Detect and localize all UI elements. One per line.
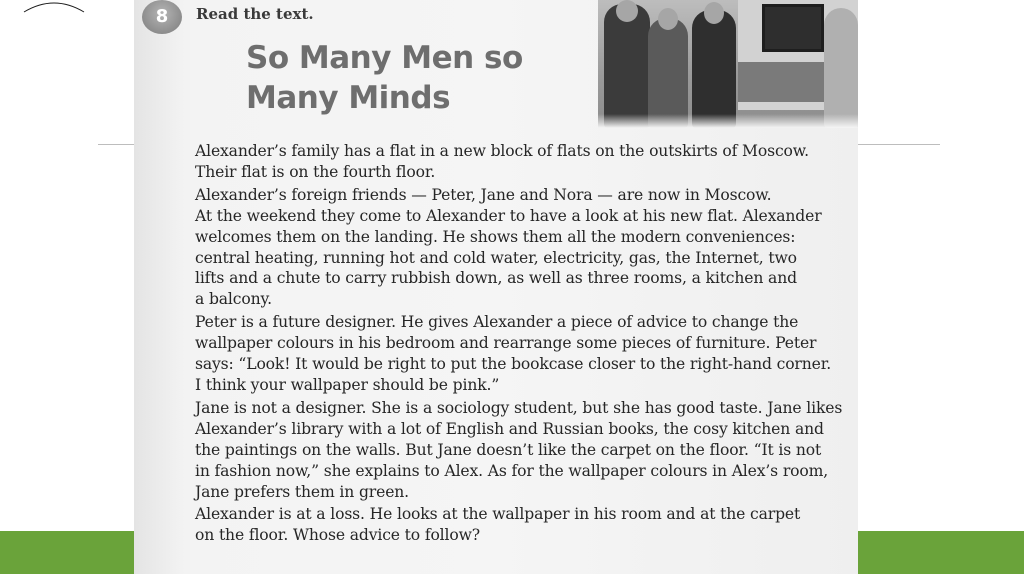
reading-text	[195, 141, 847, 548]
title-line: Many Minds	[246, 80, 451, 116]
text-line: the paintings on the walls. But Jane doesn’t like the carpet on the floor. “It is not	[195, 440, 822, 459]
text-line: Peter is a future designer. He gives Alexander a piece of advice to change the	[195, 313, 799, 332]
exercise-number-badge: 8	[142, 0, 182, 34]
exercise-instruction: Read the text.	[196, 5, 314, 23]
text-line: a balcony.	[195, 290, 272, 309]
paragraph	[195, 141, 847, 183]
paragraph	[195, 312, 847, 396]
text-line: wallpaper colours in his bedroom and rearrange some pieces of furniture. Peter	[195, 334, 817, 353]
textbook-page	[134, 0, 858, 574]
text-line: Jane is not a designer. She is a sociology student, but she has good taste. Jane likes	[195, 398, 843, 417]
title-line: So Many Men so	[246, 40, 523, 76]
text-line: lifts and a chute to carry rubbish down, as well as three rooms, a kitchen and	[195, 269, 797, 288]
text-line: on the floor. Whose advice to follow?	[195, 526, 481, 545]
paragraph	[195, 185, 847, 310]
text-line: Alexander’s foreign friends — Peter, Jane and Nora — are now in Moscow.	[195, 185, 772, 204]
text-line: Alexander is at a loss. He looks at the wallpaper in his room and at the carpet	[195, 505, 801, 524]
text-line: central heating, running hot and cold water, electricity, gas, the Internet, two	[195, 248, 797, 267]
text-line: I think your wallpaper should be pink.”	[195, 375, 500, 394]
divider-right	[858, 144, 940, 145]
text-line: welcomes them on the landing. He shows them all the modern conveniences:	[195, 227, 796, 246]
site-logo	[22, 0, 86, 18]
text-title	[246, 38, 523, 118]
tv-icon	[762, 4, 824, 52]
footer-accent-left	[0, 531, 134, 574]
footer-accent-right	[858, 531, 1024, 574]
paragraph	[195, 398, 847, 503]
photo-icon	[598, 0, 858, 128]
text-line: Alexander’s library with a lot of English and Russian books, the cosy kitchen and	[195, 419, 824, 438]
text-line: in fashion now,” she explains to Alex. As for the wallpaper colours in Alex’s room,	[195, 461, 829, 480]
text-line: Jane prefers them in green.	[195, 482, 409, 501]
text-line: Their flat is on the fourth floor.	[195, 162, 436, 181]
divider-left	[98, 144, 134, 145]
text-line: Alexander’s family has a flat in a new block of flats on the outskirts of Moscow.	[195, 142, 809, 160]
text-line: says: “Look! It would be right to put the bookcase closer to the right-hand corner.	[195, 355, 832, 374]
paragraph	[195, 504, 847, 546]
text-line: At the weekend they come to Alexander to have a look at his new flat. Alexander	[195, 206, 822, 225]
